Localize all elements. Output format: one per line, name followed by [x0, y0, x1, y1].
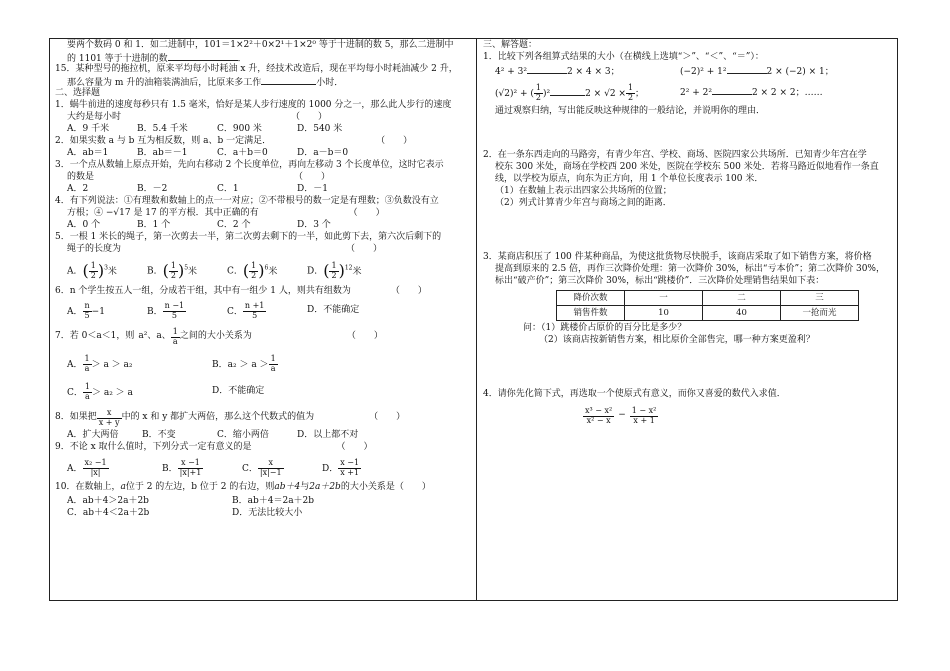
q1-text: 大约是每小时 [67, 112, 122, 122]
q8-options [55, 430, 471, 442]
q6-option-d[interactable]: D．不能确定 [307, 305, 360, 316]
p1-row1 [483, 64, 893, 80]
q5-option-a[interactable]: A．( $\frac{1}{2}$ )$^3$米 [67, 260, 117, 280]
table-cell: 一抢而光 [781, 306, 859, 321]
p1-row2 [483, 80, 893, 106]
q14-text: 的 1101 等于十进制的数 [67, 54, 168, 64]
q15-unit: 小时． [316, 78, 344, 88]
q4-answer-paren[interactable]: （ ） [348, 208, 385, 218]
q8-option-a[interactable]: A．扩大两倍 [67, 430, 119, 440]
table-header: 一 [625, 291, 703, 306]
q7-line1: 7．若 0＜a＜1，则 a²、a、 $\frac{1}{a}$ 之间的大小关系为 （ ） [55, 326, 383, 346]
q7-options-ab [55, 350, 471, 378]
q6-option-b[interactable]: B． $\frac{n -1}{5}$ [147, 300, 185, 320]
q14-continued-line2: 的 1101 等于十进制的数 ． [67, 54, 247, 64]
p1-blank2[interactable] [727, 65, 767, 74]
q6-answer-paren[interactable]: （ ） [390, 286, 427, 296]
q9-option-c[interactable]: C． $\frac{x}{|x|-1}$ [242, 457, 282, 477]
q3-line2 [55, 172, 471, 184]
q1-option-c[interactable]: C．900 米 [217, 124, 262, 134]
q3-option-b[interactable]: B．－2 [137, 184, 168, 194]
q9-answer-paren[interactable]: （ ） [336, 442, 373, 452]
q5-options [55, 256, 471, 286]
p3-line1: 3．某商店积压了 100 件某种商品，为使这批货物尽快脱手，该商店采取了如下销售方案，将价格 [483, 252, 872, 262]
q3-option-c[interactable]: C．1 [217, 184, 239, 194]
q3-option-a[interactable]: A．2 [67, 184, 89, 194]
q5-line1: 5．一根 1 米长的绳子，第一次剪去一半，第二次剪去剩下的一半，如此剪下去，第六次后剩下的 [55, 232, 442, 242]
q5-option-d[interactable]: D．( $\frac{1}{2}$ )$^{12}$米 [307, 260, 362, 280]
q10-line1: 10．在数轴上，a位于 2 的左边，b 位于 2 的右边，则ab＋4与2a＋2b的大小关系是（ ） [55, 482, 431, 492]
q9-options [55, 454, 471, 482]
q10-options-ab [55, 496, 471, 508]
p3-line3: 标出“破产价”；第三次降价 30%，标出“跳楼价”．三次降价处理销售结果如下表： [495, 276, 825, 286]
q1-line2 [55, 112, 471, 124]
p2-answer-space[interactable] [483, 210, 893, 252]
q7-option-b[interactable]: B．a₂ ＞ a ＞ $\frac{1}{a}$ [212, 353, 276, 373]
q6-option-c[interactable]: C． $\frac{n +1}{5}$ [227, 300, 265, 320]
q2-option-a[interactable]: A．ab＝1 [67, 148, 109, 158]
p1-expr4: 2² + 2² 2 × 2 × 2；…… [680, 88, 823, 99]
q6-line1 [55, 286, 471, 298]
table-header: 二 [703, 291, 781, 306]
table-header: 三 [781, 291, 859, 306]
q8-option-b[interactable]: B．不变 [142, 430, 176, 440]
q1-line1: 1．蜗牛前进的速度每秒只有 1.5 毫米，恰好是某人步行速度的 1000 分之一，那么此人步行的速度 [55, 100, 452, 110]
q7-options-cd [55, 378, 471, 406]
q4-text: 方根；④ −√17 是 17 的平方根．其中正确的有 [67, 208, 259, 218]
q2-option-b[interactable]: B．ab＝－1 [137, 148, 188, 158]
section-3-heading: 三、解答题： [483, 40, 538, 50]
q6-option-a[interactable]: A． $\frac{n}{5}$ −1 [67, 300, 105, 320]
q6-text: 6．n 个学生按五人一组，分成若干组，其中有一组少 1 人，则共有组数为 [55, 286, 351, 296]
p4-fraction1: $\frac{\text{x³ − x²}}{\text{x² − x}}$ [585, 405, 613, 425]
q15-text: 那么容量为 m 升的油箱装满油后，比原来多工作 [67, 78, 262, 88]
q4-line2 [55, 208, 471, 220]
p3-question2: （2）该商店按新销售方案，相比原价全部售完，哪一种方案更盈利？ [539, 335, 815, 345]
q8-option-d[interactable]: D．以上都不对 [297, 430, 359, 440]
p1-conclusion: 通过观察归纳，写出能反映这种规律的一般结论，并说明你的理由． [495, 106, 766, 116]
p4-expression: $\frac{\text{x³ − x²}}{\text{x² − x}}$ − $\frac{\text{1 − x²}}{x + 1}$ [585, 405, 657, 425]
q1-answer-paren[interactable]: （ ） [291, 112, 328, 122]
left-column [55, 40, 471, 520]
table-header: 降价次数 [557, 291, 625, 306]
q6-options [55, 298, 471, 324]
p3-question1: 问：（1）跳楼价占原价的百分比是多少？ [523, 323, 687, 333]
q8-option-c[interactable]: C．缩小两倍 [217, 430, 269, 440]
p4-answer-space[interactable] [483, 431, 893, 471]
q1-options [55, 124, 471, 136]
discount-table [556, 290, 859, 321]
q3-options [55, 184, 471, 196]
q10-options-cd [55, 508, 471, 520]
q3-option-d[interactable]: D．－1 [297, 184, 328, 194]
p2-line1: 2．在一条东西走向的马路旁，有青少年宫、学校、商场、医院四家公共场所．已知青少年宫在学 [483, 150, 867, 160]
q9-option-a[interactable]: A． $\frac{\text{x₂ −1}}{|x|}$ [67, 457, 107, 477]
table-row [557, 306, 859, 321]
q10-option-c[interactable]: C．ab＋4＜2a＋2b [67, 508, 150, 518]
p1-blank3[interactable] [550, 87, 585, 96]
column-divider [476, 38, 477, 601]
q10-option-a[interactable]: A．ab＋4＞2a＋2b [67, 496, 149, 506]
q4-option-d[interactable]: D．3 个 [297, 220, 331, 230]
p4-fraction2: $\frac{\text{1 − x²}}{x + 1}$ [631, 405, 657, 425]
q5-text: 绳子的长度为 [67, 244, 122, 254]
q1-option-d[interactable]: D．540 米 [297, 124, 343, 134]
right-column [483, 40, 893, 471]
table-cell: 10 [625, 306, 703, 321]
q10-option-b[interactable]: B．ab＋4＝2a＋2b [232, 496, 315, 506]
q14-continued-line1: 要两个数码 0 和 1．如二进制中，101＝1×2²＋0×2¹＋1×2⁰ 等于十进制的数 5，那么二进制中 [67, 40, 454, 50]
p3-answer-space[interactable] [483, 347, 893, 389]
p1-blank1[interactable] [527, 65, 567, 74]
q5-option-c[interactable]: C．( $\frac{1}{2}$ )$^6$米 [227, 260, 278, 280]
q1-option-a[interactable]: A．9 千米 [67, 124, 110, 134]
q9-option-b[interactable]: B． $\frac{x -1}{|x|+1}$ [162, 457, 202, 477]
q1-option-b[interactable]: B．5.4 千米 [137, 124, 188, 134]
q5-answer-paren[interactable]: （ ） [346, 244, 383, 254]
p1-line1: 1．比较下列各组算式结果的大小（在横线上选填“＞”、“＜”、“＝”）： [483, 52, 764, 62]
q2-answer-paren[interactable]: （ ） [376, 136, 413, 146]
p3-line2: 提高到原来的 2.5 倍，再作三次降价处理：第一次降价 30%，标出“亏本价”；第二次降价 30%， [495, 264, 885, 274]
p4-line1: 4．请你先化简下式，再选取一个使原式有意义，而你又喜爱的数代入求值． [483, 389, 786, 399]
q8-line1: 8．如果把 $\frac{x}{x + y}$ 中的 x 和 y 都扩大两倍，那么这个代数式的值为 （ ） [55, 407, 406, 427]
q4-line1: 4．有下列说法：①有理数和数轴上的点一一对应；②不带根号的数一定是有理数；③负数没有立 [55, 196, 439, 206]
p2-line3: 线，以学校为原点，向东为正方向，用 1 个单位长度表示 100 米． [495, 174, 764, 184]
p2-line2: 校东 300 米处，商场在学校西 200 米处，医院在学校东 500 米处．若将马路近似地看作一条直 [495, 162, 879, 172]
q15-line2 [55, 76, 471, 88]
q5-option-b[interactable]: B．( $\frac{1}{2}$ )$^5$米 [147, 260, 198, 280]
q15-answer-blank[interactable] [261, 76, 316, 85]
q2-text: 2．如果实数 a 与 b 互为相反数，则 a、b 一定满足． [55, 136, 272, 146]
p1-blank4[interactable] [712, 86, 752, 95]
q7-option-d[interactable]: D．不能确定 [212, 386, 265, 397]
table-row [557, 291, 859, 306]
section-2-heading: 二、选择题 [55, 88, 101, 98]
q14-answer-blank[interactable] [168, 52, 238, 61]
q8-answer-paren[interactable]: （ ） [369, 412, 406, 423]
q7-answer-paren[interactable]: （ ） [346, 331, 383, 342]
p1-expr1: 4² + 3² 2 × 4 × 3； [495, 67, 620, 78]
table-cell: 40 [703, 306, 781, 321]
p1-expr3: (√2)² + ( $\frac{1}{2}$ )² 2 × √2 × $\frac{1}{2}$ ； [495, 82, 645, 102]
q4-options [55, 220, 471, 232]
q4-option-a[interactable]: A．0 个 [67, 220, 101, 230]
q9-line1 [55, 442, 471, 454]
p1-answer-space[interactable] [483, 118, 893, 150]
table-cell: 销售件数 [557, 306, 625, 321]
p2-sub2: （2）列式计算青少年宫与商场之间的距离． [495, 198, 672, 208]
q10-option-d[interactable]: D．无法比较大小 [232, 508, 303, 518]
q4-option-c[interactable]: C．2 个 [217, 220, 251, 230]
q2-option-d[interactable]: D．a－b＝0 [297, 148, 349, 158]
q2-line1 [55, 136, 471, 148]
q9-option-d[interactable]: D． $\frac{x -1}{x +1}$ [322, 457, 360, 477]
q15-line1: 15．某种型号的拖拉机，原来平均每小时耗油 x 升，经技术改造后，现在平均每小时耗油减少 2 升， [55, 64, 458, 74]
q4-option-b[interactable]: B．1 个 [137, 220, 171, 230]
q3-line1: 3．一个点从数轴上原点开始，先向右移动 2 个长度单位，再向左移动 3 个长度单位，这时它表示 [55, 160, 444, 170]
q7-option-c[interactable]: C． $\frac{1}{a}$ ＞ a₂ ＞ a [67, 381, 133, 401]
q3-text: 的数是 [67, 172, 95, 182]
q5-line2 [55, 244, 471, 256]
p1-expr2: (−2)² + 1² 2 × (−2) × 1； [680, 67, 834, 78]
q3-answer-paren[interactable]: （ ） [294, 172, 331, 182]
q2-options [55, 148, 471, 160]
p2-sub1: （1）在数轴上表示出四家公共场所的位置； [495, 186, 672, 196]
q2-option-c[interactable]: C．a＋b＝0 [217, 148, 268, 158]
q7-option-a[interactable]: A． $\frac{1}{a}$ ＞ a ＞ a₂ [67, 353, 133, 373]
q9-text: 9．不论 x 取什么值时，下列分式一定有意义的是 [55, 442, 252, 452]
